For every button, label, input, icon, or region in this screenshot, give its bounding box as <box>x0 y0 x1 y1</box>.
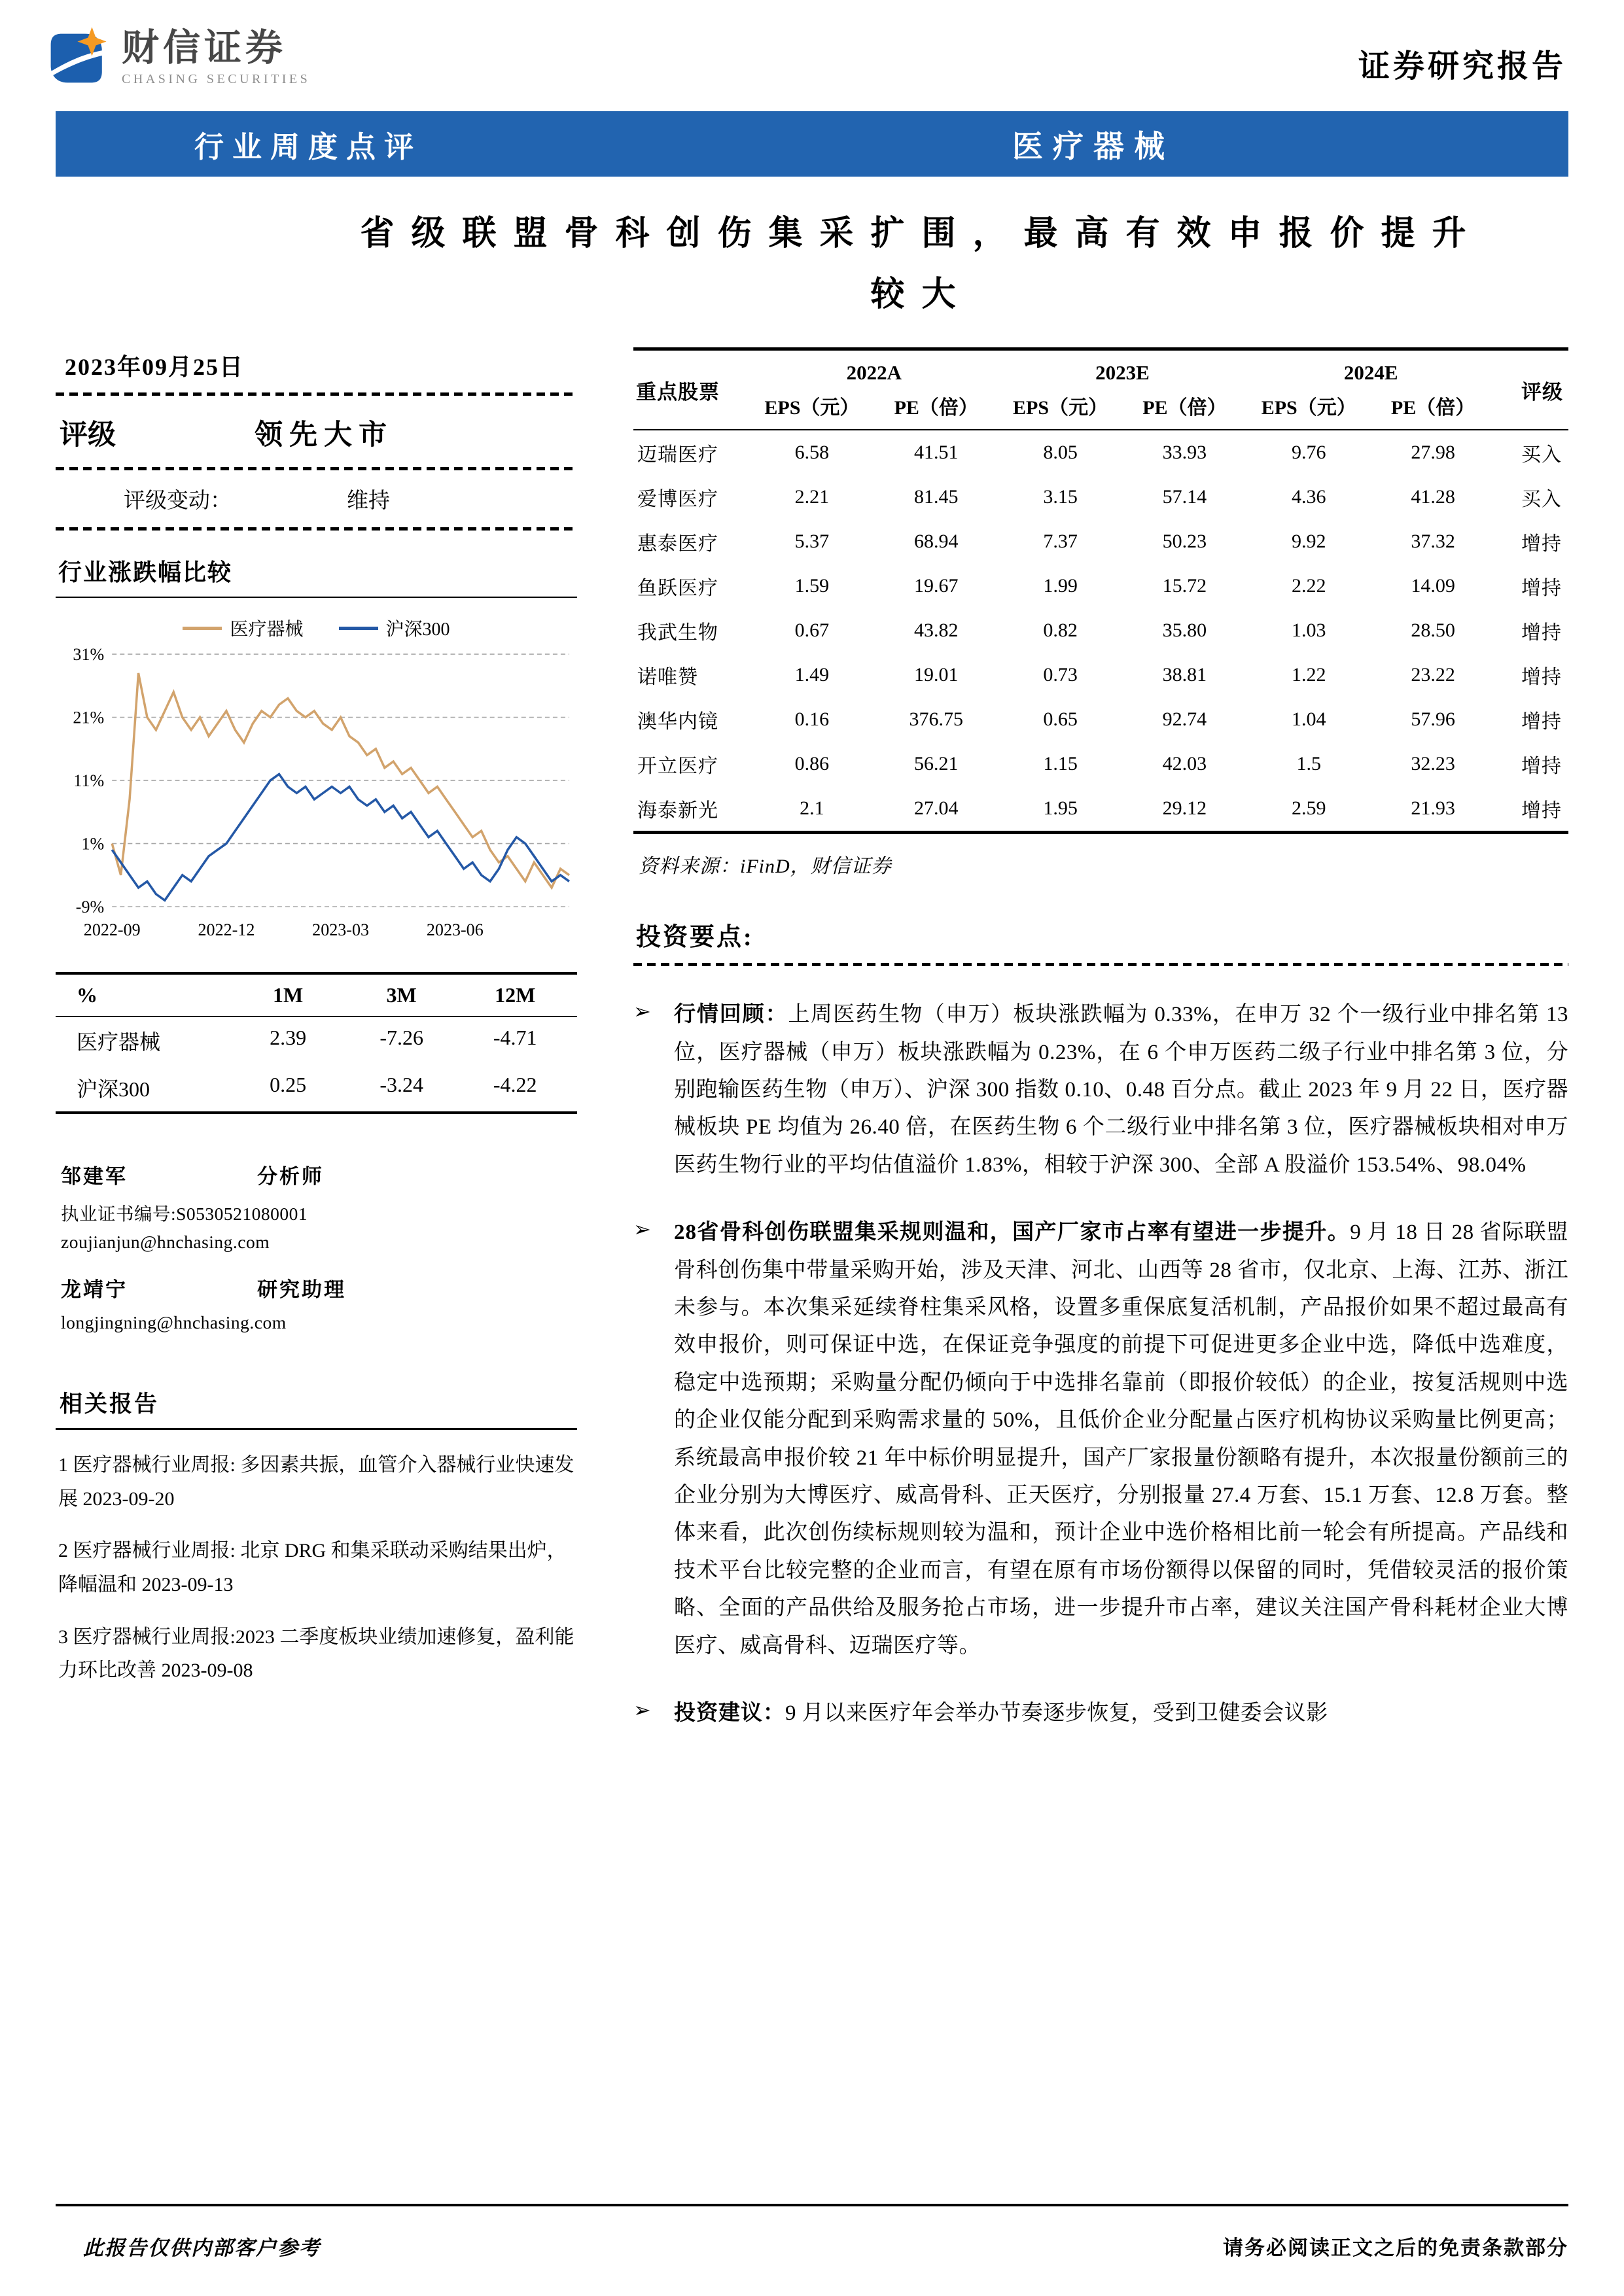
stock-metric: 5.37 <box>794 531 830 553</box>
perf-row <box>56 1064 577 1111</box>
perf-value: 2.39 <box>270 1026 307 1050</box>
stock-metric: 9.76 <box>1291 442 1326 464</box>
report-date: 2023年09月25日 <box>65 354 245 381</box>
stock-metric: 2.1 <box>800 797 824 820</box>
stock-metric: 42.03 <box>1162 753 1207 775</box>
svg-text:2022-12: 2022-12 <box>198 920 255 940</box>
stock-metric: 56.21 <box>913 753 959 775</box>
svg-text:2023-06: 2023-06 <box>426 920 484 940</box>
performance-table <box>56 972 577 1114</box>
stock-metric: 0.82 <box>1043 619 1078 642</box>
chart-section-title: 行业涨跌幅比较 <box>56 554 577 598</box>
stock-metric: 1.03 <box>1291 619 1326 642</box>
sub-header-eps: EPS（元） <box>1261 397 1356 419</box>
stock-metric: 6.58 <box>794 442 830 464</box>
performance-table-header <box>56 975 577 1017</box>
footer-text-row <box>56 2231 1568 2261</box>
chart-legend <box>56 615 577 641</box>
stock-metric: 32.23 <box>1411 753 1455 775</box>
analyst-name: 邹建军 <box>61 1165 128 1189</box>
stock-metric: 15.72 <box>1162 575 1207 597</box>
stock-rating: 增持 <box>1521 711 1562 733</box>
svg-text:11%: 11% <box>73 771 105 791</box>
stock-metric: 4.36 <box>1291 486 1326 508</box>
stock-metric: 2.59 <box>1291 797 1326 820</box>
table-header-rule <box>633 429 1568 430</box>
bullet-arrow-icon: ➢ <box>633 1217 651 1242</box>
stock-metric: 38.81 <box>1162 664 1207 686</box>
analyst-block <box>56 1155 577 1336</box>
perf-name: 医疗器械 <box>77 1030 161 1054</box>
rating-label: 评级 <box>60 420 116 451</box>
stock-rating: 增持 <box>1521 800 1562 822</box>
stock-metric: 7.37 <box>1043 531 1078 553</box>
stock-metric: 0.86 <box>794 753 830 775</box>
stock-metric: 81.45 <box>913 486 959 508</box>
stock-metric: 35.80 <box>1162 619 1207 642</box>
page-header <box>0 0 1624 92</box>
stock-metric: 0.73 <box>1043 664 1078 686</box>
industry-name: 医疗器械 <box>1012 130 1174 164</box>
related-report: 3 医疗器械行业周报:2023 二季度板块业绩加速修复，盈利能力环比改善 2023-09-08 <box>58 1626 574 1682</box>
stock-metric: 21.93 <box>1411 797 1455 820</box>
perf-row <box>56 1017 577 1064</box>
stock-metric: 28.50 <box>1411 619 1455 642</box>
report-category: 行业周度点评 <box>194 130 423 164</box>
related-reports-title: 相关报告 <box>56 1386 577 1430</box>
category-banner <box>56 111 1568 177</box>
stock-rating: 增持 <box>1521 533 1562 555</box>
rating-change-label: 评级变动： <box>124 489 232 513</box>
stock-metric: 50.23 <box>1162 531 1207 553</box>
perf-header-cell: 1M <box>273 983 304 1007</box>
bullet-list <box>633 996 1568 1732</box>
document-type-label: 证券研究报告 <box>1358 49 1566 84</box>
bullet <box>633 996 1568 1184</box>
data-source-note: 资料来源：iFinD，财信证券 <box>639 856 892 878</box>
year-header: 2022A <box>846 361 902 385</box>
analyst-row <box>56 1268 577 1309</box>
stock-name: 澳华内镜 <box>637 711 718 733</box>
report-title-line1: 省级联盟骨科创伤集采扩围，最高有效申报价提升 <box>360 215 1483 252</box>
stock-metric: 3.15 <box>1043 486 1078 508</box>
stock-metric: 0.67 <box>794 619 830 642</box>
perf-value: -4.71 <box>493 1026 537 1050</box>
rating-row <box>56 396 577 467</box>
perf-header-cell: 3M <box>386 983 417 1007</box>
main-content <box>633 347 1568 1732</box>
stock-metric: 0.65 <box>1043 708 1078 731</box>
stock-rating: 买入 <box>1521 444 1562 466</box>
stock-metric: 19.67 <box>913 575 959 597</box>
stock-table-grid <box>633 351 1568 831</box>
sub-header-pe: PE（倍） <box>1390 397 1475 419</box>
stock-table-corner-label: 重点股票 <box>636 380 720 404</box>
stock-metric: 1.15 <box>1043 753 1078 775</box>
sidebar <box>56 347 577 1688</box>
report-title <box>275 204 1568 325</box>
bullet-text: 投资建议：9 月以来医疗年会举办节奏逐步恢复，受到卫健委会议影 <box>674 1701 1328 1725</box>
content-columns <box>56 347 1568 1732</box>
stock-metric: 14.09 <box>1411 575 1455 597</box>
stock-metric: 27.98 <box>1411 442 1455 464</box>
rating-change-row <box>56 470 577 527</box>
svg-text:21%: 21% <box>73 708 105 727</box>
svg-text:2022-09: 2022-09 <box>83 920 141 940</box>
stock-metric: 2.21 <box>794 486 830 508</box>
stock-metric: 1.49 <box>794 664 830 686</box>
svg-text:1%: 1% <box>81 834 105 854</box>
stock-name: 爱博医疗 <box>637 489 718 511</box>
legend-item <box>183 615 303 641</box>
legend-item <box>339 615 450 641</box>
bullet-arrow-icon: ➢ <box>633 999 651 1024</box>
sub-header-eps: EPS（元） <box>764 397 860 419</box>
analyst-role: 分析师 <box>257 1165 324 1189</box>
perf-name: 沪深300 <box>77 1077 150 1102</box>
legend-line-swatch <box>339 627 378 630</box>
stock-metric: 57.96 <box>1411 708 1455 731</box>
analyst-email: zoujianjun@hnchasing.com <box>61 1232 270 1253</box>
stock-metric: 1.5 <box>1296 753 1321 775</box>
stock-metric: 19.01 <box>913 664 959 686</box>
stock-metric: 1.95 <box>1043 797 1078 820</box>
rating-change-value: 维持 <box>347 489 390 513</box>
stock-metric: 41.51 <box>913 442 959 464</box>
brand-logo <box>42 25 310 92</box>
stock-rating: 增持 <box>1521 622 1562 644</box>
stock-metric: 0.16 <box>794 708 830 731</box>
stock-metric: 376.75 <box>909 708 963 731</box>
dashed-divider <box>633 963 1568 966</box>
stock-rating: 增持 <box>1521 756 1562 778</box>
stock-metric: 33.93 <box>1162 442 1207 464</box>
analyst-email: longjingning@hnchasing.com <box>61 1312 287 1333</box>
rating-value: 领先大市 <box>255 420 393 451</box>
related-list <box>56 1448 577 1688</box>
perf-value: -3.24 <box>380 1073 423 1097</box>
section-investment-points: 投资要点: <box>636 924 754 952</box>
stock-name: 鱼跃医疗 <box>637 578 718 600</box>
svg-text:2023-03: 2023-03 <box>312 920 370 940</box>
stock-metric: 41.28 <box>1411 486 1455 508</box>
chasing-securities-logo-icon <box>42 25 109 92</box>
perf-value: 0.25 <box>270 1073 307 1097</box>
page-footer <box>0 2158 1624 2296</box>
bullet-arrow-icon: ➢ <box>633 1697 651 1722</box>
analyst-row <box>56 1155 577 1196</box>
svg-text:-9%: -9% <box>75 897 105 917</box>
perf-value: -4.22 <box>493 1073 537 1097</box>
footer-disclaimer-right: 请务必阅读正文之后的免责条款部分 <box>1223 2236 1568 2259</box>
related-report: 2 医疗器械行业周报: 北京 DRG 和集采联动采购结果出炉，降幅温和 2023-09-13 <box>58 1540 567 1596</box>
bullet-text: 28省骨科创伤联盟集采规则温和，国产厂家市占率有望进一步提升。9 月 18 日 28 省际联盟骨科创伤集中带量采购开始，涉及天津、河北、山西等 28 省市，仅北京、上海、江苏、浙江未参与。本次集采延续脊柱集采风格，设置多重保底复活机制，产品报价如果不超过最高有效申报价，则可保证中选，在保证竞争强度的前提下可促进更多企业中选，降低中选难度，稳定中选预期；采购量分配仍倾向于中选排名靠前（即报价较低）的企业，按复活规则中选的企业仅能分配到采购需求量的 50%，且低价企业分配量占医疗机构协议采购量比例更高；系统最高申报价较 21 年中标价明显提升，国产厂家报量份额略有提升，本次报量份额前三的企业分别为大博医疗、威高骨科、正天医疗，分别报量 27.4 万套、15.1 万套、12.8 万套。整体来看，此次创伤续标规则较为温和，预计企业中选价格相比前一轮会有所提高。产品线和技术平台比较完整的企业而言，有望在原有市场份额得以保留的同时，凭借较灵活的报价策略、全面的产品供给及服务抢占市场，进一步提升市占率，建议关注国产骨科耗材企业大博医疗、威高骨科、迈瑞医疗等。 <box>674 1221 1568 1658</box>
related-report: 1 医疗器械行业周报: 多因素共振，血管介入器械行业快速发展 2023-09-20 <box>58 1454 574 1510</box>
perf-header-cell: 12M <box>495 983 536 1007</box>
analyst-cert: 执业证书编号:S0530521080001 <box>61 1204 308 1225</box>
stock-rating: 增持 <box>1521 578 1562 600</box>
stock-metric: 1.22 <box>1291 664 1326 686</box>
brand-name: 财信证券 <box>122 27 287 69</box>
stock-name: 海泰新光 <box>637 800 718 822</box>
footer-disclaimer-left: 此报告仅供内部客户参考 <box>83 2236 321 2259</box>
bullet-text: 行情回顾：上周医药生物（申万）板块涨跌幅为 0.33%，在申万 32 个一级行业中排名第 13 位，医疗器械（申万）板块涨跌幅为 0.23%，在 6 个申万医药二级子行业中排名第 3 位，分别跑输医药生物（申万）、沪深 300 指数 0.10、0.48 百分点。截止 2023 年 9 月 22 日，医疗器械板块 PE 均值为 26.40 倍，在医药生物 6 个二级行业中排名第 3 位，医疗器械板块相对申万医药生物行业的平均估值溢价 1.83%，相较于沪深 300、全部 A 股溢价 153.54%、98.04% <box>674 1003 1569 1177</box>
stock-name: 诺唯赞 <box>637 667 698 689</box>
report-title-line2: 较大 <box>870 275 973 313</box>
stock-metric: 57.14 <box>1162 486 1207 508</box>
year-header: 2024E <box>1343 361 1398 385</box>
analyst-role: 研究助理 <box>257 1278 346 1302</box>
year-header: 2023E <box>1095 361 1150 385</box>
analyst-name: 龙靖宁 <box>61 1278 128 1302</box>
dashed-divider <box>56 527 577 531</box>
stock-name: 开立医疗 <box>637 756 718 778</box>
svg-text:31%: 31% <box>73 645 105 665</box>
trend-chart <box>56 644 577 942</box>
legend-label: 医疗器械 <box>230 619 304 640</box>
stock-name: 我武生物 <box>637 622 718 644</box>
sub-header-pe: PE（倍） <box>894 397 978 419</box>
stock-metric: 92.74 <box>1162 708 1207 731</box>
bullet <box>633 1214 1568 1665</box>
stock-metric: 1.59 <box>794 575 830 597</box>
legend-label: 沪深300 <box>385 619 450 640</box>
stock-metric: 37.32 <box>1411 531 1455 553</box>
sub-header-pe: PE（倍） <box>1142 397 1227 419</box>
stock-metric: 8.05 <box>1043 442 1078 464</box>
perf-value: -7.26 <box>380 1026 423 1050</box>
stock-metric: 27.04 <box>913 797 959 820</box>
footer-rule <box>56 2204 1568 2206</box>
stock-metric: 9.92 <box>1291 531 1326 553</box>
sub-header-eps: EPS（元） <box>1013 397 1108 419</box>
perf-header-cell: % <box>77 983 97 1007</box>
stock-rating: 买入 <box>1521 489 1562 511</box>
stock-metric: 29.12 <box>1162 797 1207 820</box>
stock-metric: 68.94 <box>913 531 959 553</box>
stock-metric: 43.82 <box>913 619 959 642</box>
stock-metric: 1.99 <box>1043 575 1078 597</box>
brand-text <box>122 29 310 87</box>
stock-metric: 2.22 <box>1291 575 1326 597</box>
rating-column-header: 评级 <box>1521 380 1563 404</box>
key-stocks-table <box>633 347 1568 834</box>
stock-name: 迈瑞医疗 <box>637 444 718 466</box>
stock-rating: 增持 <box>1521 667 1562 689</box>
brand-name-en: CHASING SECURITIES <box>122 72 311 86</box>
stock-metric: 1.04 <box>1291 708 1326 731</box>
perf-table-body <box>56 1017 577 1111</box>
legend-line-swatch <box>183 627 222 630</box>
stock-metric: 23.22 <box>1411 664 1455 686</box>
stock-name: 惠泰医疗 <box>637 533 718 555</box>
bullet <box>633 1695 1568 1732</box>
